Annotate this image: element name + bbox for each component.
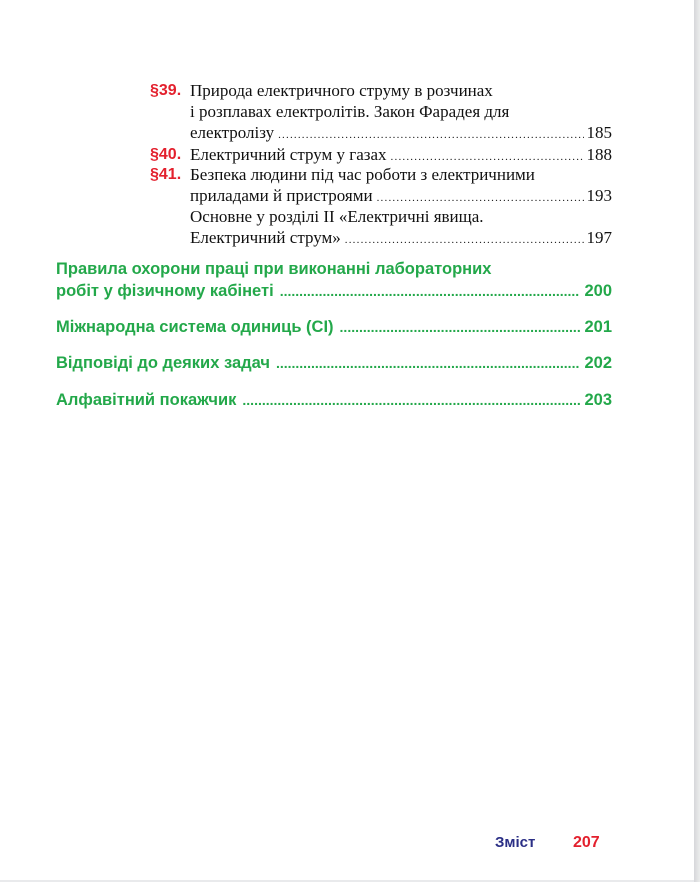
toc-entry-summary[interactable]: [150, 206, 612, 248]
footer-section-label: Зміст: [495, 834, 536, 851]
page-number: 185: [586, 123, 612, 142]
entry-title-line: Безпека людини під час роботи з електричними: [190, 165, 535, 184]
entry-title-line: і розплавах електролітів. Закон Фарадея для: [190, 102, 510, 121]
page-number: 188: [586, 145, 612, 164]
entry-leader-line: [56, 389, 612, 411]
entry-leader-line: [190, 227, 612, 248]
dot-leader: [276, 352, 581, 374]
entry-title-end: Міжнародна система одиниць (СІ): [56, 318, 334, 336]
entry-leader-line: [190, 185, 612, 206]
toc-entry-index[interactable]: [56, 389, 612, 411]
page-number: 202: [584, 354, 612, 372]
section-number: §39.: [150, 82, 182, 99]
entry-leader-line: [190, 122, 612, 143]
dot-leader: [280, 280, 581, 302]
page-number: 200: [584, 282, 612, 300]
entry-title-end: Електричний струм»: [190, 228, 341, 247]
entry-leader-line: [56, 352, 612, 374]
entry-leader-line: [56, 316, 612, 338]
toc-entry-answers[interactable]: [56, 352, 612, 374]
toc-entry-si-units[interactable]: [56, 316, 612, 338]
entry-title-end: Алфавітний покажчик: [56, 391, 237, 409]
entry-title-line: Основне у розділі II «Електричні явища.: [190, 207, 484, 226]
entry-title-end: Відповіді до деяких задач: [56, 354, 270, 372]
page-edge-shadow: [694, 0, 700, 882]
entry-leader-line: [190, 144, 612, 165]
page-number: 197: [586, 228, 612, 247]
toc-entry-39[interactable]: [150, 80, 612, 143]
dot-leader: [340, 316, 581, 338]
footer-page-number: 207: [573, 834, 600, 851]
entry-title-end: електролізу: [190, 123, 275, 142]
dot-leader: [278, 125, 583, 146]
toc-entry-safety-rules[interactable]: [56, 258, 612, 302]
entry-title-end: робіт у фізичному кабінеті: [56, 282, 274, 300]
page-number: 203: [584, 391, 612, 409]
entry-leader-line: [56, 280, 612, 302]
toc-entry-40[interactable]: [150, 144, 612, 165]
entry-title-line: Правила охорони праці при виконанні лабораторних: [56, 260, 492, 278]
page-number: 201: [584, 318, 612, 336]
dot-leader: [242, 389, 580, 411]
section-number: §40.: [150, 146, 182, 163]
page-number: 193: [586, 186, 612, 205]
section-number: §41.: [150, 166, 182, 183]
entry-title-line: Природа електричного струму в розчинах: [190, 81, 493, 100]
entry-title-end: Електричний струм у газах: [190, 145, 387, 164]
dot-leader: [345, 230, 584, 251]
toc-entry-41[interactable]: [150, 164, 612, 206]
entry-title-end: приладами й пристроями: [190, 186, 373, 205]
